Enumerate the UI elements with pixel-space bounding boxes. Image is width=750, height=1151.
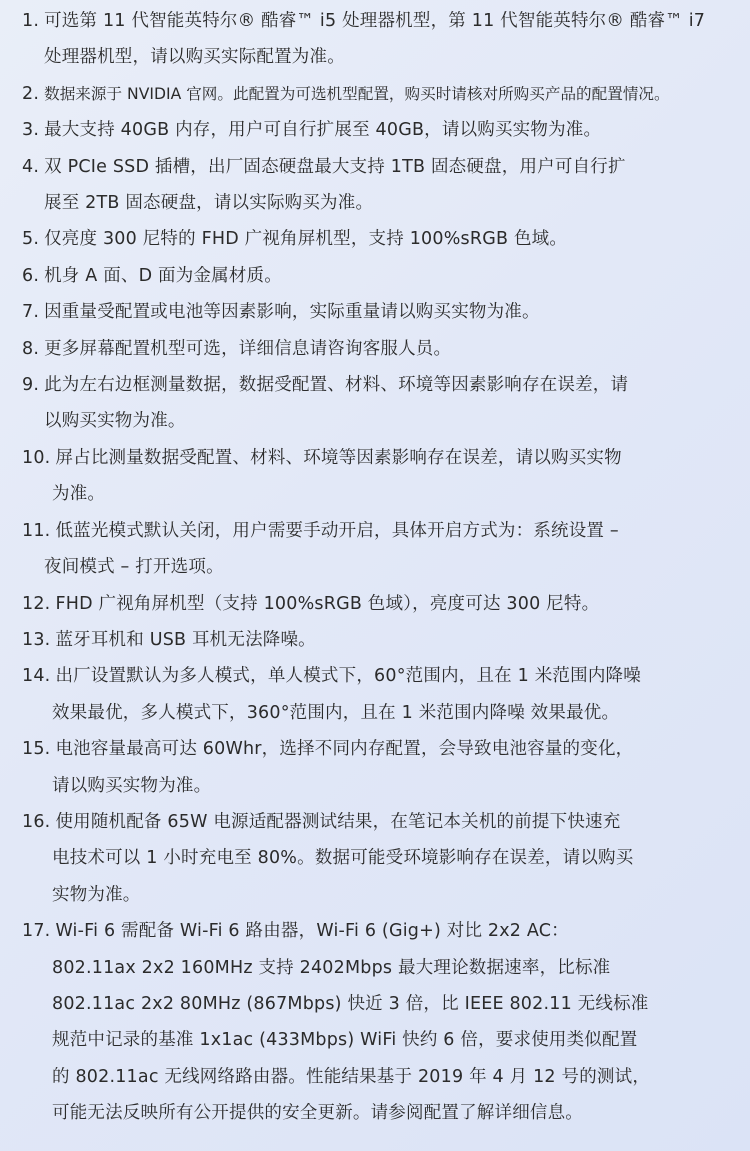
footnote-line: 9. 此为左右边框测量数据，数据受配置、材料、环境等因素影响存在误差，请 xyxy=(22,375,629,396)
footnote-line: 14. 出厂设置默认为多人模式，单人模式下，60°范围内，且在 1 米范围内降噪 xyxy=(22,666,641,687)
footnotes-list xyxy=(0,3,750,1132)
footnote-line: 实物为准。 xyxy=(52,884,141,905)
footnote-number: 16. xyxy=(22,811,51,832)
footnote-line: 17. Wi-Fi 6 需配备 Wi-Fi 6 路由器，Wi-Fi 6 (Gig+) 对比 2x2 AC： xyxy=(22,921,569,942)
footnote-line: 1. 可选第 11 代智能英特尔® 酷睿™ i5 处理器机型，第 11 代智能英特尔® 酷睿™ i7 xyxy=(22,11,706,31)
footnote-line: 6. 机身 A 面、D 面为金属材质。 xyxy=(22,265,282,286)
footnote-number: 10. xyxy=(22,447,51,468)
footnote-1 xyxy=(0,3,750,76)
footnote-line: 11. 低蓝光模式默认关闭，用户需要手动开启，具体开启方式为：系统设置 – xyxy=(22,520,619,541)
footnote-line: 12. FHD 广视角屏机型（支持 100%sRGB 色域），亮度可达 300 尼特。 xyxy=(22,593,600,614)
footnote-number: 7. xyxy=(22,302,40,323)
footnote-number: 8. xyxy=(22,338,40,359)
footnote-number: 12. xyxy=(22,593,51,614)
footnote-15 xyxy=(0,731,750,804)
footnote-number: 3. xyxy=(22,120,40,141)
footnote-number: 11. xyxy=(22,520,51,541)
footnote-number: 13. xyxy=(22,629,51,650)
footnote-line: 处理器机型，请以购买实际配置为准。 xyxy=(44,47,345,68)
footnote-3 xyxy=(0,112,750,148)
footnote-line: 请以购买实物为准。 xyxy=(52,775,212,796)
footnote-line: 5. 仅亮度 300 尼特的 FHD 广视角屏机型，支持 100%sRGB 色域。 xyxy=(22,229,568,250)
footnote-line: 以购买实物为准。 xyxy=(44,411,186,432)
footnote-line: 4. 双 PCIe SSD 插槽，出厂固态硬盘最大支持 1TB 固态硬盘，用户可自行扩 xyxy=(22,156,626,177)
footnote-number: 14. xyxy=(22,666,51,687)
footnote-line: 可能无法反映所有公开提供的安全更新。请参阅配置了解详细信息。 xyxy=(52,1103,583,1124)
footnote-number: 1. xyxy=(22,11,40,31)
footnote-line: 802.11ax 2x2 160MHz 支持 2402Mbps 最大理论数据速率，比标准 xyxy=(52,957,611,978)
footnote-2 xyxy=(0,76,750,112)
footnote-line: 802.11ac 2x2 80MHz (867Mbps) 快近 3 倍，比 IEEE 802.11 无线标准 xyxy=(52,993,649,1014)
footnote-number: 17. xyxy=(22,921,51,942)
footnote-17 xyxy=(0,913,750,1131)
footnote-16 xyxy=(0,804,750,913)
footnote-7 xyxy=(0,294,750,330)
footnote-line: 的 802.11ac 无线网络路由器。性能结果基于 2019 年 4 月 12 号的测试， xyxy=(52,1066,651,1087)
footnote-line: 夜间模式 – 打开选项。 xyxy=(44,557,224,578)
footnote-number: 4. xyxy=(22,156,40,177)
footnote-10 xyxy=(0,440,750,513)
footnote-9 xyxy=(0,367,750,440)
footnote-line: 15. 电池容量最高可达 60Whr，选择不同内存配置，会导致电池容量的变化， xyxy=(22,739,634,760)
footnote-number: 5. xyxy=(22,229,40,250)
footnote-line: 16. 使用随机配备 65W 电源适配器测试结果，在笔记本关机的前提下快速充 xyxy=(22,811,621,832)
footnote-line: 2. 数据来源于 NVIDIA 官网。此配置为可选机型配置，购买时请核对所购买产品的配置情况。 xyxy=(22,83,670,104)
footnote-11 xyxy=(0,513,750,586)
footnote-number: 2. xyxy=(22,83,40,104)
footnote-line: 3. 最大支持 40GB 内存，用户可自行扩展至 40GB，请以购买实物为准。 xyxy=(22,120,602,141)
footnote-line: 展至 2TB 固态硬盘，请以实际购买为准。 xyxy=(44,193,374,214)
footnote-5 xyxy=(0,221,750,257)
footnote-number: 9. xyxy=(22,375,40,396)
footnote-12 xyxy=(0,586,750,622)
footnote-line: 7. 因重量受配置或电池等因素影响，实际重量请以购买实物为准。 xyxy=(22,302,540,323)
footnote-line: 电技术可以 1 小时充电至 80%。数据可能受环境影响存在误差，请以购买 xyxy=(52,848,634,869)
footnote-4 xyxy=(0,149,750,222)
footnote-line: 10. 屏占比测量数据受配置、材料、环境等因素影响存在误差，请以购买实物 xyxy=(22,447,622,468)
footnote-line: 8. 更多屏幕配置机型可选，详细信息请咨询客服人员。 xyxy=(22,338,452,359)
footnote-line: 规范中记录的基准 1x1ac (433Mbps) WiFi 快约 6 倍，要求使用类似配置 xyxy=(52,1030,638,1051)
footnote-8 xyxy=(0,331,750,367)
footnote-line: 为准。 xyxy=(52,484,106,505)
footnote-line: 13. 蓝牙耳机和 USB 耳机无法降噪。 xyxy=(22,629,316,650)
footnote-14 xyxy=(0,658,750,731)
footnote-number: 6. xyxy=(22,265,40,286)
footnote-line: 效果最优，多人模式下，360°范围内，且在 1 米范围内降噪 效果最优。 xyxy=(52,702,620,723)
footnote-13 xyxy=(0,622,750,658)
footnote-number: 15. xyxy=(22,739,51,760)
footnote-6 xyxy=(0,258,750,294)
